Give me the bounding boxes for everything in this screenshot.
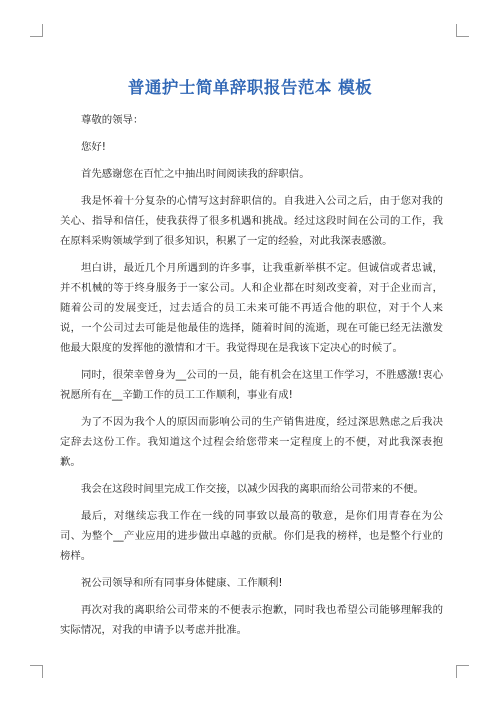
paragraph-gratitude: 同时，很荣幸曾身为__公司的一员，能有机会在这里工作学习，不胜感激!衷心祝愿所有在__辛勤工作的员工工作顺利，事业有成! bbox=[60, 369, 443, 401]
paragraph-decision: 为了不因为我个人的原因而影响公司的生产销售进度，经过深思熟虑之后我决定辞去这份工作。我知道这个过程会给您带来一定程度上的不便，对此我深表抱歉。 bbox=[60, 416, 443, 468]
page-corner-mark-bottom-right bbox=[456, 665, 469, 678]
letter-body bbox=[60, 110, 443, 647]
document-title: 普通护士简单辞职报告范本 模板 bbox=[127, 78, 373, 98]
page-corner-mark-bottom-left bbox=[30, 665, 43, 678]
paragraph-intro: 我是怀着十分复杂的心情写这封辞职信的。自我进入公司之后，由于您对我的关心、指导和信任，使我获得了很多机遇和挑战。经过这段时间在公司的工作，我在原料采购领域学到了很多知识，积累了一定的经验，对此我深表感激。 bbox=[60, 195, 443, 247]
paragraph-thanks: 首先感谢您在百忙之中抽出时间阅读我的辞职信。 bbox=[81, 168, 310, 180]
page-corner-mark-top-left bbox=[30, 24, 43, 37]
paragraph-reason: 坦白讲，最近几个月所遇到的许多事，让我重新举棋不定。但诚信或者忠诚，并不机械的等于终身服务于一家公司。人和企业都在时刻改变着，对于企业而言，随着公司的发展变迁，过去适合的员工未来可能不再适合他的职位，对于个人来说，一个公司过去可能是他最佳的选择，随着时间的流逝，现在可能已经无法激发他最大限度的发挥他的激情和才干。我觉得现在是我该下定决心的时候了。 bbox=[60, 262, 443, 354]
paragraph-handover: 我会在这段时间里完成工作交接，以减少因我的离职而给公司带来的不便。 bbox=[81, 483, 424, 495]
page-corner-mark-top-right bbox=[456, 24, 469, 37]
salutation: 尊敬的领导： bbox=[81, 114, 144, 126]
paragraph-respect: 最后，对继续忘我工作在一线的同事致以最高的敬意，是你们用青春在为公司、为整个__产业应用的进步做出卓越的贡献。你们是我的榜样，也是整个行业的榜样。 bbox=[60, 510, 443, 562]
paragraph-closing: 再次对我的离职给公司带来的不便表示抱歉，同时我也希望公司能够理解我的实际情况，对我的申请予以考虑并批准。 bbox=[60, 604, 443, 636]
greeting: 您好! bbox=[81, 141, 106, 153]
paragraph-wishes: 祝公司领导和所有同事身体健康、工作顺利! bbox=[81, 577, 283, 589]
